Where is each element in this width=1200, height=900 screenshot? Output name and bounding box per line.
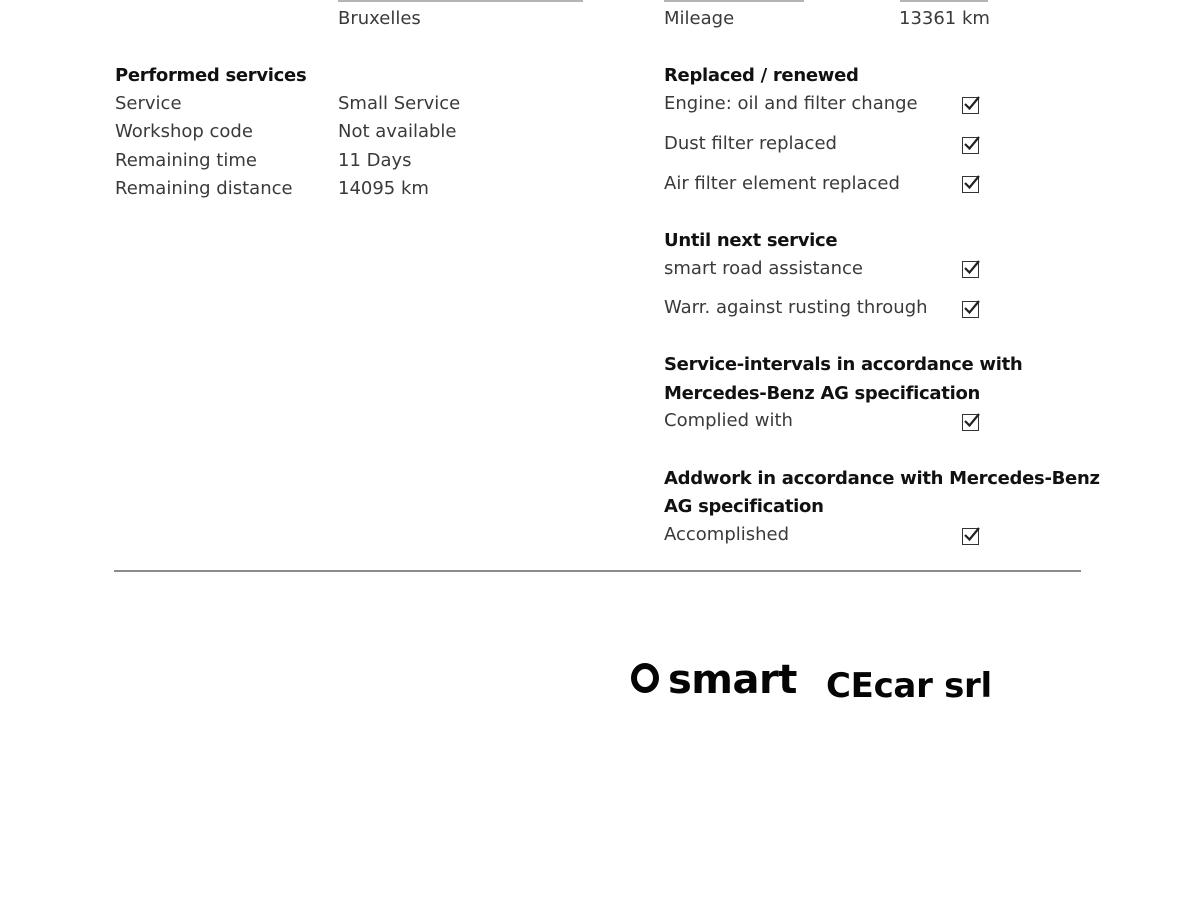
- checkbox[interactable]: [962, 261, 979, 278]
- next-service-item-label: smart road assistance: [664, 258, 863, 279]
- cut-off-text-fragment: [664, 0, 804, 2]
- replaced-item-label: Air filter element replaced: [664, 173, 900, 194]
- replaced-renewed-heading: Replaced / renewed: [664, 65, 859, 86]
- service-intervals-heading: Service-intervals in accordance with: [664, 354, 1023, 375]
- checkbox[interactable]: [962, 97, 979, 114]
- replaced-item-label: Dust filter replaced: [664, 133, 837, 154]
- checkbox[interactable]: [962, 176, 979, 193]
- section-divider: [114, 570, 1081, 572]
- mileage-value: 13361 km: [899, 8, 990, 29]
- checkbox[interactable]: [962, 301, 979, 318]
- city-value: Bruxelles: [338, 8, 421, 29]
- workshop-code-label: Workshop code: [115, 121, 253, 142]
- smart-logo-icon: [631, 663, 659, 693]
- next-service-heading: Until next service: [664, 230, 838, 251]
- addwork-heading-cont: AG specification: [664, 496, 824, 517]
- checkmark-icon: [962, 412, 980, 430]
- replaced-item-label: Engine: oil and filter change: [664, 93, 918, 114]
- addwork-heading: Addwork in accordance with Mercedes-Benz: [664, 468, 1100, 489]
- workshop-code-value: Not available: [338, 121, 457, 142]
- remaining-time-value: 11 Days: [338, 150, 412, 171]
- service-intervals-heading-cont: Mercedes-Benz AG specification: [664, 383, 981, 404]
- next-service-item-label: Warr. against rusting through: [664, 297, 928, 318]
- service-value: Small Service: [338, 93, 461, 114]
- checkmark-icon: [962, 95, 980, 113]
- addwork-item-label: Accomplished: [664, 524, 790, 545]
- cut-off-text-fragment: [338, 0, 583, 2]
- performed-services-heading: Performed services: [115, 65, 307, 86]
- remaining-distance-label: Remaining distance: [115, 178, 293, 199]
- checkmark-icon: [962, 259, 980, 277]
- dealer-name: CEcar srl: [826, 666, 992, 706]
- service-label: Service: [115, 93, 182, 114]
- cut-off-text-fragment: [900, 0, 988, 2]
- checkbox[interactable]: [962, 528, 979, 545]
- mileage-label: Mileage: [664, 8, 735, 29]
- checkbox[interactable]: [962, 137, 979, 154]
- brand-wordmark: smart: [668, 657, 797, 703]
- service-intervals-item-label: Complied with: [664, 410, 793, 431]
- remaining-distance-value: 14095 km: [338, 178, 429, 199]
- checkmark-icon: [962, 526, 980, 544]
- remaining-time-label: Remaining time: [115, 150, 257, 171]
- checkbox[interactable]: [962, 414, 979, 431]
- checkmark-icon: [962, 299, 980, 317]
- checkmark-icon: [962, 135, 980, 153]
- checkmark-icon: [962, 174, 980, 192]
